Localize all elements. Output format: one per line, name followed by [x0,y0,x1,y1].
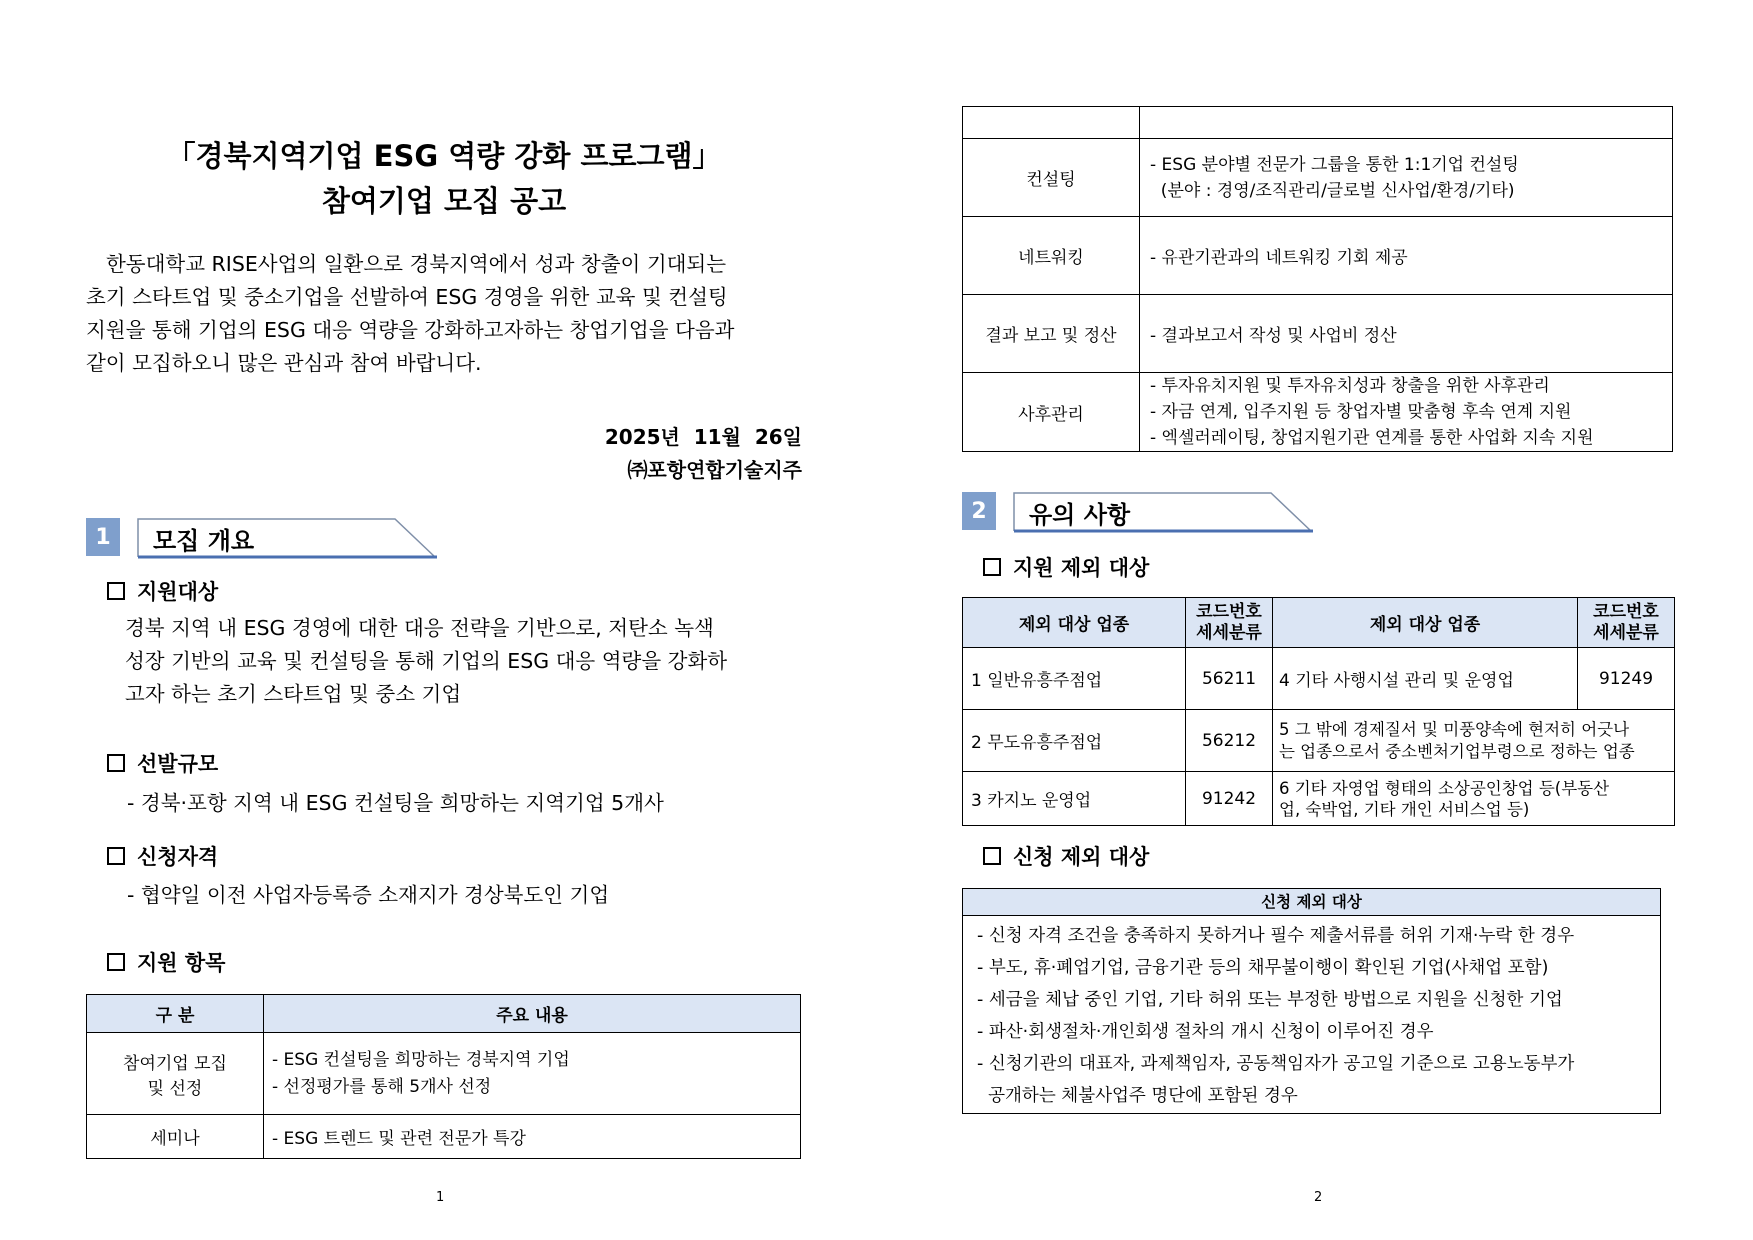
table-row [963,139,1673,217]
section-title [1013,491,1315,533]
section-title [137,517,439,559]
checkbox-square-icon [983,558,1001,576]
subheading-selection [107,748,218,778]
table-header-industry: 제외 대상 업종 [963,598,1186,648]
table-cell-content: - 투자유치지원 및 투자유치성과 창출을 위한 사후관리 - 자금 연계, 입주지원 등 창업자별 맞춤형 후속 연계 지원 - 엑셀러레이팅, 창업지원기관 연계를 통한 사업화 지속 지원 [1140,373,1673,452]
table-row [963,107,1673,139]
table-cell-industry: 6 기타 자영업 형태의 소상공인창업 등(부동산 업, 숙박업, 기타 개인 서비스업 등) [1273,772,1675,826]
intro-line: 지원을 통해 기업의 ESG 대응 역량을 강화하고자하는 창업기업을 다음과 [86,318,735,342]
table-row [963,295,1673,373]
subheading-label: 지원 제외 대상 [1013,556,1150,580]
support-target-line: 경북 지역 내 ESG 경영에 대한 대응 전략을 기반으로, 저탄소 녹색 [125,616,714,640]
subheading-label: 선발규모 [137,752,219,776]
table-cell-code: 91249 [1578,648,1675,710]
excluded-apply-item: - 신청기관의 대표자, 과제책임자, 공동책임자가 공고일 기준으로 고용노동부가 [977,1054,1575,1074]
intro-line: 초기 스타트업 및 중소기업을 선발하여 ESG 경영을 위한 교육 및 컨설팅 [86,285,728,309]
intro-line: 한동대학교 RISE사업의 일환으로 경북지역에서 성과 창출이 기대되는 [106,252,727,276]
section-title-label: 유의 사항 [1029,501,1131,529]
support-target-text [125,612,801,711]
excluded-apply-item: 공개하는 체불사업주 명단에 포함된 경우 [977,1086,1298,1106]
excluded-apply-box [962,888,1661,1114]
table-cell-industry: 1 일반유흥주점업 [963,648,1186,710]
table-header-code: 코드번호 세세분류 [1578,598,1675,648]
checkbox-square-icon [107,847,125,865]
page-title-line2: 참여기업 모집 공고 [321,184,567,218]
table-cell-code: 56212 [1186,710,1273,772]
table-cell-code: 56211 [1186,648,1273,710]
table-cell-category: 세미나 [87,1115,264,1159]
checkbox-square-icon [107,754,125,772]
page-number: 2 [1314,1190,1323,1205]
table-cell-category: 사후관리 [963,373,1140,452]
table-cell-industry: 5 그 밖에 경제질서 및 미풍양속에 현저히 어긋나 는 업종으로서 중소벤처기업부령으로 정하는 업종 [1273,710,1675,772]
subheading-label: 신청 제외 대상 [1013,845,1150,869]
table-cell-empty [963,107,1140,139]
selection-text: - 경북·포항 지역 내 ESG 컨설팅을 희망하는 지역기업 5개사 [127,791,664,815]
table-cell-content: - ESG 컨설팅을 희망하는 경북지역 기업 - 선정평가를 통해 5개사 선정 [264,1033,801,1115]
table-cell-industry: 4 기타 사행시설 관리 및 운영업 [1273,648,1578,710]
subheading-excluded-apply [983,841,1149,871]
table-cell-content: - 결과보고서 작성 및 사업비 정산 [1140,295,1673,373]
checkbox-square-icon [107,953,125,971]
section-number-badge: 1 [86,518,120,556]
table-cell-industry: 2 무도유흥주점업 [963,710,1186,772]
table-cell-category: 결과 보고 및 정산 [963,295,1140,373]
intro-paragraph [86,248,802,380]
table-row [963,373,1673,452]
intro-line: 같이 모집하오니 많은 관심과 참여 바랍니다. [86,351,482,375]
page-number: 1 [436,1190,445,1205]
table-row [963,217,1673,295]
support-target-line: 성장 기반의 교육 및 컨설팅을 통해 기업의 ESG 대응 역량을 강화하 [125,649,728,673]
table-header-content: 주요 내용 [264,995,801,1033]
table-cell-industry: 3 카지노 운영업 [963,772,1186,826]
table-cell-category: 컨설팅 [963,139,1140,217]
support-items-table [86,994,801,1159]
page-title-line1: 「경북지역기업 ESG 역량 강화 프로그램」 [166,139,722,173]
support-target-line: 고자 하는 초기 스타트업 및 중소 기업 [125,682,462,706]
table-row [963,648,1675,710]
subheading-excluded-support [983,552,1149,582]
table-cell-content: - ESG 분야별 전문가 그룹을 통한 1:1기업 컨설팅 (분야 : 경영/조직관리/글로벌 신사업/환경/기타) [1140,139,1673,217]
table-cell-content: - ESG 트렌드 및 관련 전문가 특강 [264,1115,801,1159]
subheading-support-items [107,947,225,977]
table-header-industry: 제외 대상 업종 [1273,598,1578,648]
table-cell-content: - 유관기관과의 네트워킹 기회 제공 [1140,217,1673,295]
issuing-organization: ㈜포항연합기술지주 [627,458,802,482]
table-cell-category: 네트워킹 [963,217,1140,295]
table-cell-category: 참여기업 모집 및 선정 [87,1033,264,1115]
excluded-apply-item: - 부도, 휴·폐업기업, 금융기관 등의 채무불이행이 확인된 기업(사채업 포함) [977,958,1549,978]
subheading-label: 지원 항목 [137,951,226,975]
table-cell-code: 91242 [1186,772,1273,826]
table-row [963,772,1675,826]
table-header-code: 코드번호 세세분류 [1186,598,1273,648]
checkbox-square-icon [983,847,1001,865]
table-row [963,710,1675,772]
table-row [87,1115,801,1159]
support-items-table-continued [962,106,1673,452]
table-header-category: 구 분 [87,995,264,1033]
table-cell-empty [1140,107,1673,139]
excluded-apply-item: - 신청 자격 조건을 충족하지 못하거나 필수 제출서류를 허위 기재·누락 한 경우 [977,926,1575,946]
excluded-apply-item: - 파산·회생절차·개인회생 절차의 개시 신청이 이루어진 경우 [977,1022,1434,1042]
excluded-apply-item: - 세금을 체납 중인 기업, 기타 허위 또는 부정한 방법으로 지원을 신청한 기업 [977,990,1563,1010]
checkbox-square-icon [107,582,125,600]
section-number-badge: 2 [962,492,996,530]
section-title-label: 모집 개요 [153,527,255,555]
eligibility-text: - 협약일 이전 사업자등록증 소재지가 경상북도인 기업 [127,883,610,907]
table-row [87,1033,801,1115]
subheading-support-target [107,576,218,606]
subheading-label: 지원대상 [137,580,219,604]
notice-date: 2025년 11월 26일 [604,425,802,449]
subheading-label: 신청자격 [137,845,219,869]
excluded-industries-table [962,597,1675,826]
subheading-eligibility [107,841,218,871]
excluded-apply-box-title: 신청 제외 대상 [963,889,1660,916]
